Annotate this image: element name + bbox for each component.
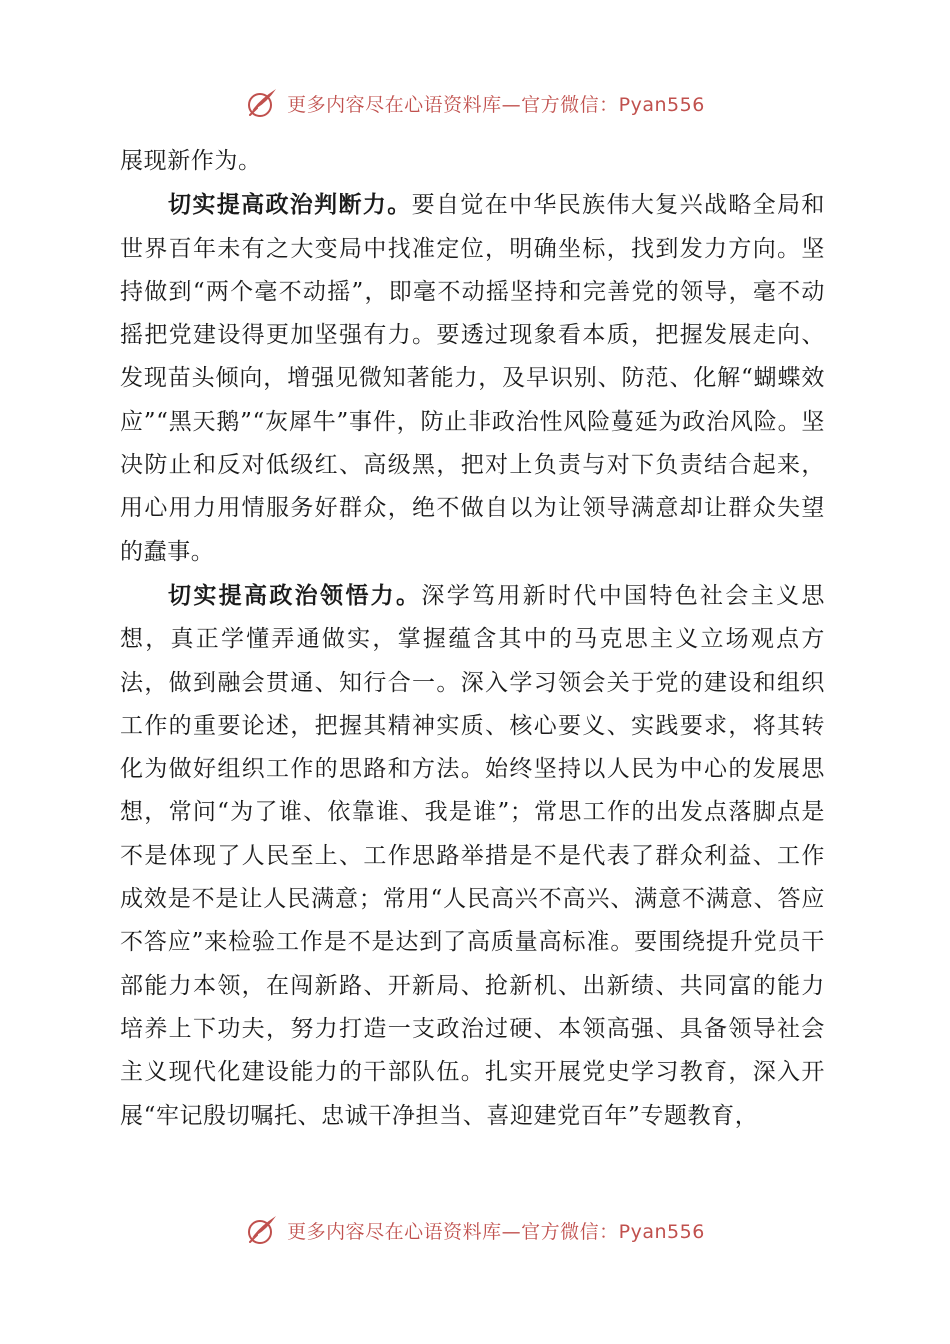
paragraph-text: 展现新作为。 — [120, 148, 262, 174]
paragraph-continuation — [120, 140, 825, 183]
paragraph-text: 深学笃用新时代中国特色社会主义思想，真正学懂弄通做实，掌握蕴含其中的马克思主义立场观点方法，做到融会贯通、知行合一。深入学习领会关于党的建设和组织工作的重要论述，把握其精神实质、核心要义、实践要求，将其转化为做好组织工作的思路和方法。始终坚持以人民为中心的发展思想，常问“为了谁、依靠谁、我是谁”；常思工作的出发点落脚点是不是体现了人民至上、工作思路举措是不是代表了群众利益、工作成效是不是让人民满意；常用“人民高兴不高兴、满意不满意、答应不答应”来检验工作是不是达到了高质量高标准。要围绕提升党员干部能力本领，在闯新路、开新局、抢新机、出新绩、共同富的能力培养上下功夫，努力打造一支政治过硬、本领高强、具备领导社会主义现代化建设能力的干部队伍。扎实开展党史学习教育，深入开展“牢记殷切嘱托、忠诚干净担当、喜迎建党百年”专题教育， — [120, 582, 825, 1129]
watermark-text: 更多内容尽在心语资料库—官方微信：Pyan556 — [287, 93, 705, 116]
paragraph-heading: 切实提高政治领悟力。 — [168, 581, 422, 609]
document-body — [120, 140, 825, 1138]
paragraph-political-judgment — [120, 183, 825, 574]
paragraph-political-understanding — [120, 574, 825, 1138]
watermark-text: 更多内容尽在心语资料库—官方微信：Pyan556 — [287, 1220, 705, 1243]
paragraph-text: 要自觉在中华民族伟大复兴战略全局和世界百年未有之大变局中找准定位，明确坐标，找到发力方向。坚持做到“两个毫不动摇”，即毫不动摇坚持和完善党的领导，毫不动摇把党建设得更加坚强有力。要透过现象看本质，把握发展走向、发现苗头倾向，增强见微知著能力，及早识别、防范、化解“蝴蝶效应”“黑天鹅”“灰犀牛”事件，防止非政治性风险蔓延为政治风险。坚决防止和反对低级红、高级黑，把对上负责与对下负责结合起来，用心用力用情服务好群众，绝不做自以为让领导满意却让群众失望的蠢事。 — [120, 192, 826, 565]
quill-logo-icon — [245, 1213, 279, 1247]
paragraph-heading: 切实提高政治判断力。 — [168, 191, 412, 219]
watermark-header — [0, 83, 950, 123]
quill-logo-icon — [245, 86, 279, 120]
watermark-footer — [0, 1210, 950, 1250]
